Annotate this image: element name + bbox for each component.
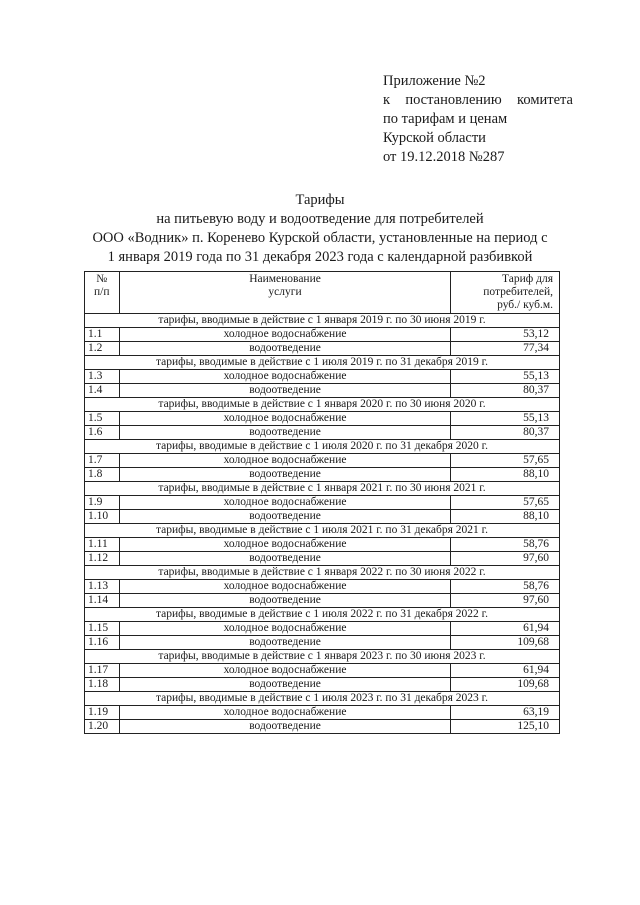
- period-row: [85, 566, 560, 580]
- row-tariff: 88,10: [451, 468, 560, 482]
- row-service: водоотведение: [119, 636, 451, 650]
- table-row: [85, 496, 560, 510]
- row-service: холодное водоснабжение: [119, 538, 451, 552]
- table-row: [85, 636, 560, 650]
- table-row: [85, 342, 560, 356]
- table-row: [85, 552, 560, 566]
- row-service: водоотведение: [119, 594, 451, 608]
- row-service: холодное водоснабжение: [119, 496, 451, 510]
- row-service: водоотведение: [119, 384, 451, 398]
- row-tariff: 97,60: [451, 594, 560, 608]
- row-number: 1.9: [85, 496, 120, 510]
- row-tariff: 61,94: [451, 622, 560, 636]
- row-tariff: 58,76: [451, 538, 560, 552]
- appendix-word-resolution: постановлению: [405, 92, 502, 108]
- period-row: [85, 524, 560, 538]
- header-number-line2: п/п: [94, 286, 110, 298]
- row-tariff: 57,65: [451, 496, 560, 510]
- period-label: тарифы, вводимые в действие с 1 января 2022 г. по 30 июня 2022 г.: [85, 566, 560, 580]
- period-row: [85, 398, 560, 412]
- table-row: [85, 412, 560, 426]
- row-number: 1.8: [85, 468, 120, 482]
- period-label: тарифы, вводимые в действие с 1 июля 2020 г. по 31 декабря 2020 г.: [85, 440, 560, 454]
- period-label: тарифы, вводимые в действие с 1 января 2021 г. по 30 июня 2021 г.: [85, 482, 560, 496]
- row-number: 1.18: [85, 678, 120, 692]
- row-tariff: 125,10: [451, 720, 560, 734]
- period-row: [85, 356, 560, 370]
- header-tariff-line3: руб./ куб.м.: [497, 299, 553, 311]
- row-service: водоотведение: [119, 510, 451, 524]
- header-name-line1: Наименование: [249, 273, 321, 285]
- period-label: тарифы, вводимые в действие с 1 января 2023 г. по 30 июня 2023 г.: [85, 650, 560, 664]
- row-number: 1.2: [85, 342, 120, 356]
- document-heading: [60, 191, 580, 267]
- table-header-row: [85, 272, 560, 314]
- row-tariff: 77,34: [451, 342, 560, 356]
- table-row: [85, 328, 560, 342]
- row-tariff: 55,13: [451, 412, 560, 426]
- row-number: 1.13: [85, 580, 120, 594]
- row-service: холодное водоснабжение: [119, 664, 451, 678]
- tariff-table: [84, 271, 560, 734]
- table-row: [85, 454, 560, 468]
- period-row: [85, 608, 560, 622]
- table-row: [85, 370, 560, 384]
- row-service: водоотведение: [119, 720, 451, 734]
- header-tariff-line1: Тариф для: [502, 273, 553, 285]
- row-service: холодное водоснабжение: [119, 454, 451, 468]
- appendix-committee-name: по тарифам и ценам: [383, 111, 508, 127]
- table-row: [85, 538, 560, 552]
- period-row: [85, 482, 560, 496]
- row-service: холодное водоснабжение: [119, 412, 451, 426]
- row-service: водоотведение: [119, 468, 451, 482]
- row-tariff: 53,12: [451, 328, 560, 342]
- heading-title: Тарифы: [295, 192, 345, 208]
- row-tariff: 80,37: [451, 426, 560, 440]
- row-number: 1.4: [85, 384, 120, 398]
- row-tariff: 61,94: [451, 664, 560, 678]
- row-service: холодное водоснабжение: [119, 706, 451, 720]
- row-number: 1.11: [85, 538, 120, 552]
- row-number: 1.1: [85, 328, 120, 342]
- header-tariff: [451, 272, 560, 314]
- table-row: [85, 594, 560, 608]
- appendix-word-committee: комитета: [517, 92, 573, 108]
- period-row: [85, 692, 560, 706]
- row-number: 1.19: [85, 706, 120, 720]
- row-number: 1.7: [85, 454, 120, 468]
- row-number: 1.3: [85, 370, 120, 384]
- row-number: 1.15: [85, 622, 120, 636]
- header-tariff-line2: потребителей,: [483, 286, 553, 298]
- header-number: [85, 272, 120, 314]
- appendix-region: Курской области: [383, 130, 486, 146]
- row-tariff: 55,13: [451, 370, 560, 384]
- row-service: холодное водоснабжение: [119, 370, 451, 384]
- appendix-block: [383, 72, 583, 167]
- row-tariff: 63,19: [451, 706, 560, 720]
- table-row: [85, 580, 560, 594]
- row-number: 1.10: [85, 510, 120, 524]
- appendix-title: Приложение №2: [383, 73, 486, 89]
- table-row: [85, 510, 560, 524]
- period-row: [85, 650, 560, 664]
- row-tariff: 88,10: [451, 510, 560, 524]
- row-tariff: 80,37: [451, 384, 560, 398]
- row-service: водоотведение: [119, 678, 451, 692]
- row-service: водоотведение: [119, 342, 451, 356]
- table-row: [85, 426, 560, 440]
- table-row: [85, 468, 560, 482]
- row-service: холодное водоснабжение: [119, 580, 451, 594]
- row-number: 1.6: [85, 426, 120, 440]
- table-row: [85, 622, 560, 636]
- period-row: [85, 440, 560, 454]
- row-service: водоотведение: [119, 552, 451, 566]
- appendix-word-to: к: [383, 92, 391, 108]
- row-number: 1.14: [85, 594, 120, 608]
- period-label: тарифы, вводимые в действие с 1 июля 2023 г. по 31 декабря 2023 г.: [85, 692, 560, 706]
- row-tariff: 58,76: [451, 580, 560, 594]
- row-number: 1.17: [85, 664, 120, 678]
- row-number: 1.16: [85, 636, 120, 650]
- heading-period: 1 января 2019 года по 31 декабря 2023 года с календарной разбивкой: [107, 249, 533, 265]
- row-service: холодное водоснабжение: [119, 622, 451, 636]
- table-row: [85, 706, 560, 720]
- period-label: тарифы, вводимые в действие с 1 января 2019 г. по 30 июня 2019 г.: [85, 314, 560, 328]
- row-number: 1.5: [85, 412, 120, 426]
- row-number: 1.20: [85, 720, 120, 734]
- header-number-line1: №: [96, 273, 108, 285]
- table-row: [85, 678, 560, 692]
- period-row: [85, 314, 560, 328]
- appendix-resolution-line: [383, 91, 573, 110]
- heading-organization: ООО «Водник» п. Коренево Курской области, установленные на период с: [92, 230, 548, 246]
- heading-subject: на питьевую воду и водоотведение для потребителей: [156, 211, 484, 227]
- row-tariff: 57,65: [451, 454, 560, 468]
- period-label: тарифы, вводимые в действие с 1 июля 2019 г. по 31 декабря 2019 г.: [85, 356, 560, 370]
- table-row: [85, 384, 560, 398]
- period-label: тарифы, вводимые в действие с 1 января 2020 г. по 30 июня 2020 г.: [85, 398, 560, 412]
- row-tariff: 97,60: [451, 552, 560, 566]
- table-row: [85, 664, 560, 678]
- row-number: 1.12: [85, 552, 120, 566]
- row-service: водоотведение: [119, 426, 451, 440]
- period-label: тарифы, вводимые в действие с 1 июля 2021 г. по 31 декабря 2021 г.: [85, 524, 560, 538]
- row-tariff: 109,68: [451, 678, 560, 692]
- header-name-line2: услуги: [268, 286, 302, 298]
- appendix-date-number: от 19.12.2018 №287: [383, 149, 505, 165]
- period-label: тарифы, вводимые в действие с 1 июля 2022 г. по 31 декабря 2022 г.: [85, 608, 560, 622]
- row-service: холодное водоснабжение: [119, 328, 451, 342]
- table-row: [85, 720, 560, 734]
- header-service-name: [119, 272, 451, 314]
- row-tariff: 109,68: [451, 636, 560, 650]
